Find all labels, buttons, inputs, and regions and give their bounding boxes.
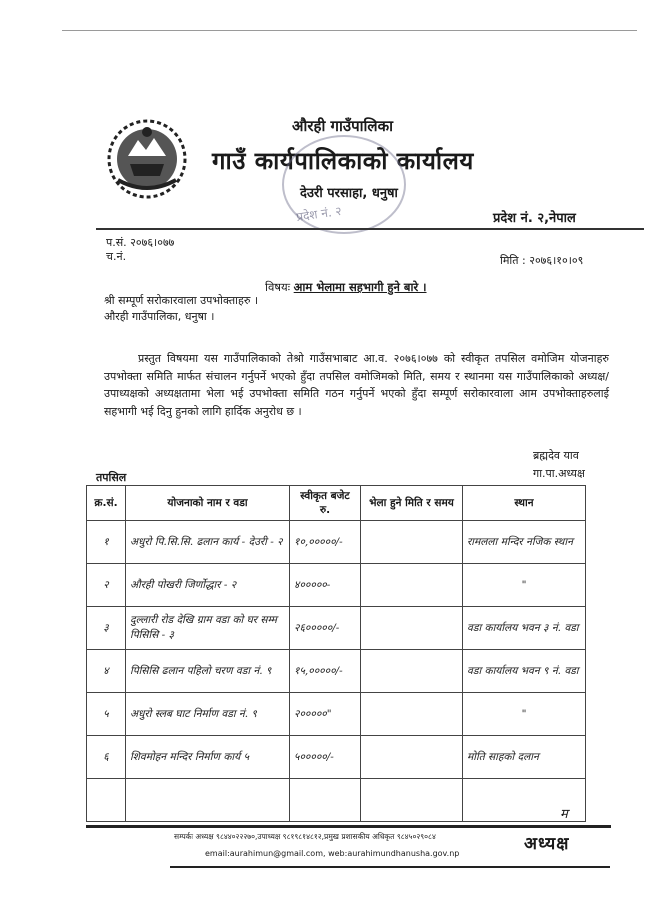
- cell-date: [361, 650, 463, 693]
- cn-number: च.नं.: [106, 250, 127, 263]
- cell-sn: ५: [87, 693, 126, 736]
- cell-sn: ४: [87, 650, 126, 693]
- cell-budget: २६०००००/-: [290, 607, 361, 650]
- table-row: [87, 650, 586, 693]
- office-title: गाउँ कार्यपालिकाको कार्यालय: [212, 147, 474, 175]
- cell-place: रामलला मन्दिर नजिक स्थान: [463, 521, 586, 564]
- ps-number: प.सं. २०७६।०७७: [106, 236, 175, 249]
- cell-date: [361, 607, 463, 650]
- cell-sn: [87, 779, 126, 822]
- cell-sn: ३: [87, 607, 126, 650]
- top-rule: [62, 30, 637, 31]
- header-date-time: भेला हुने मिति र समय: [361, 486, 463, 521]
- footer-web: email:aurahimun@gmail.com, web:aurahimundhanusha.gov.np: [205, 849, 460, 858]
- cell-plan-name: [126, 779, 290, 822]
- cell-plan-name: पिसिसि ढलान पहिलो चरण वडा नं. ९: [126, 650, 290, 693]
- cell-place: ": [463, 564, 586, 607]
- cell-place: मोति साहको दलान: [463, 736, 586, 779]
- chairperson-stamp: अध्यक्ष: [524, 834, 570, 854]
- office-address: देउरी परसाहा, धनुषा: [300, 186, 398, 201]
- cell-place: वडा कार्यालय भवन ३ नं. वडा: [463, 607, 586, 650]
- table-row: [87, 564, 586, 607]
- subject-line: [265, 280, 427, 295]
- cell-plan-name: अधुरो पि.सि.सि. ढलान कार्य - देउरी - २: [126, 521, 290, 564]
- cell-date: [361, 736, 463, 779]
- cell-plan-name: शिवमोहन मन्दिर निर्माण कार्य ५: [126, 736, 290, 779]
- cell-plan-name: औरही पोखरी जिर्णोद्धार - २: [126, 564, 290, 607]
- signature-block: [533, 447, 585, 483]
- cell-date: [361, 564, 463, 607]
- subject-label: विषयः: [265, 280, 291, 294]
- table-header-row: [87, 486, 586, 521]
- cell-place: वडा कार्यालय भवन ९ नं. वडा: [463, 650, 586, 693]
- cell-sn: १: [87, 521, 126, 564]
- table-row: [87, 736, 586, 779]
- cell-budget: १५,०००००/-: [290, 650, 361, 693]
- addressee-line-2: औरही गाउँपालिका, धनुषा ।: [104, 310, 215, 323]
- footer-rule-top: [86, 825, 611, 828]
- office-name: औरही गाउँपालिका: [292, 117, 393, 135]
- cell-date: [361, 521, 463, 564]
- header-sn: क्र.सं.: [87, 486, 126, 521]
- addressee: [104, 293, 258, 325]
- cell-budget: ५०००००/-: [290, 736, 361, 779]
- table-row: [87, 693, 586, 736]
- cell-date: [361, 779, 463, 822]
- cell-sn: ६: [87, 736, 126, 779]
- body-paragraph: प्रस्तुत विषयमा यस गाउँपालिकाको तेश्रो गाउँसभाबाट आ.व. २०७६।०७७ को स्वीकृत तपसिल वमोजिम योजनाहरु उपभोक्ता समिति मार्फत संचालन गर्नुपर्ने भएको हुँदा तपसिल वमोजिमको मिति, समय र स्थानमा यस गाउँपालिकाको अध्यक्ष/उपाध्यक्षको अध्यक्षतामा भेला भई उपभोक्ता समिति गठन गर्नुपर्ने भएको हुँदा सम्पूर्ण सरोकारवाला आम उपभोक्ताहरुलाई सहभागी भई दिनु हुनको लागि हार्दिक अनुरोध छ ।: [104, 352, 609, 418]
- cell-budget: १०,०००००/-: [290, 521, 361, 564]
- cell-plan-name: अधुरो स्लब घाट निर्माण वडा नं. ९: [126, 693, 290, 736]
- header-rule: [96, 228, 644, 230]
- header-budget: स्वीकृत बजेट रु.: [290, 486, 361, 521]
- table-caption: तपसिल: [96, 471, 127, 484]
- letter-date: मिति : २०७६।१०।०९: [500, 254, 584, 267]
- subject-text: आम भेलामा सहभागी हुने बारे ।: [293, 280, 427, 294]
- header-plan-name: योजनाको नाम र वडा: [126, 486, 290, 521]
- reference-block: [106, 236, 174, 264]
- province-label: प्रदेश नं. २,नेपाल: [493, 211, 576, 226]
- nepal-emblem-icon: [106, 118, 188, 200]
- header-place: स्थान: [463, 486, 586, 521]
- cell-budget: ४०००००-: [290, 564, 361, 607]
- cell-date: [361, 693, 463, 736]
- table-row: [87, 607, 586, 650]
- cell-sn: २: [87, 564, 126, 607]
- handwritten-initial: म: [560, 807, 568, 822]
- signatory-title: गा.पा.अध्यक्ष: [533, 467, 585, 480]
- signatory-name: ब्रह्मदेव याव: [533, 449, 579, 462]
- cell-place: ": [463, 693, 586, 736]
- stamp-text: प्रदेश नं. २: [295, 203, 343, 225]
- table-row: [87, 521, 586, 564]
- schedule-table: [86, 485, 586, 822]
- cell-budget: [290, 779, 361, 822]
- cell-budget: २०००००": [290, 693, 361, 736]
- footer-rule-bottom: [170, 866, 610, 868]
- cell-plan-name: दुल्लारी रोड देखि ग्राम वडा को घर सम्म पिसिसि - ३: [126, 607, 290, 650]
- footer-contact: सम्पर्कः अध्यक्ष ९८४४०२२२७०,उपाध्यक्ष ९८१९८१४८१२,प्रमुख प्रशासकीय अधिकृत ९८४५०२९०८४: [174, 832, 436, 841]
- table-row: [87, 779, 586, 822]
- addressee-line-1: श्री सम्पूर्ण सरोकारवाला उपभोक्ताहरु ।: [104, 294, 259, 307]
